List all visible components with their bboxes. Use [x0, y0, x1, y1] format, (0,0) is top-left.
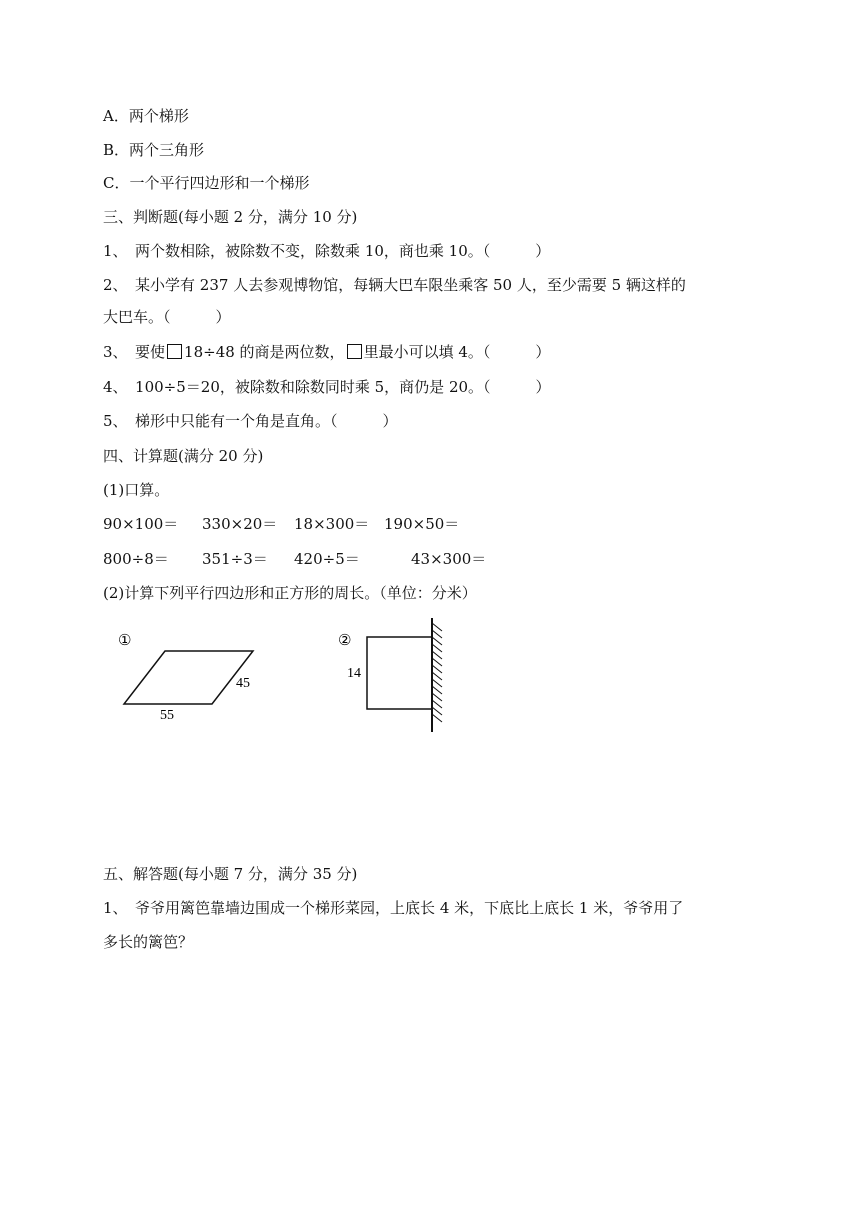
calc-item: 330×20＝	[202, 515, 278, 533]
fig1-base-label: 55	[160, 708, 174, 723]
wall-hatching	[432, 623, 442, 722]
judge-question-3-suffix: 里最小可以填 4。（ ）	[363, 343, 551, 361]
fig1-side-label: 45	[236, 676, 250, 691]
oral-calc-row-2	[103, 549, 486, 569]
parallelogram-shape	[124, 651, 253, 704]
calc-item: 90×100＝	[103, 515, 179, 533]
judge-question-3-prefix: 3、 要使	[103, 343, 166, 361]
choice-a: A．两个梯形	[103, 107, 189, 125]
calc-item: 351÷3＝	[202, 550, 268, 568]
blank-box-icon	[167, 344, 182, 359]
oral-calc-title: (1)口算。	[103, 481, 170, 499]
square-wall-figure	[330, 615, 460, 740]
choice-c: C．一个平行四边形和一个梯形	[103, 174, 310, 192]
judge-question-1: 1、 两个数相除，被除数不变，除数乘 10，商也乘 10。（ ）	[103, 242, 551, 260]
judge-question-3	[103, 342, 550, 362]
fig1-number-label: ①	[118, 631, 132, 649]
square-shape	[367, 637, 432, 709]
judge-question-2-line2: 大巴车。（ ）	[103, 308, 231, 326]
section-4-title: 四、计算题(满分 20 分)	[103, 447, 264, 465]
blank-box-icon	[347, 344, 362, 359]
perimeter-question-title: (2)计算下列平行四边形和正方形的周长。（单位：分米）	[103, 584, 477, 602]
parallelogram-figure	[110, 620, 280, 730]
choice-b: B．两个三角形	[103, 141, 205, 159]
calc-item: 18×300＝	[294, 515, 370, 533]
judge-question-4: 4、 100÷5＝20，被除数和除数同时乘 5，商仍是 20。（ ）	[103, 378, 551, 396]
calc-item: 800÷8＝	[103, 550, 169, 568]
judge-question-5: 5、 梯形中只能有一个角是直角。（ ）	[103, 412, 398, 430]
section-5-title: 五、解答题(每小题 7 分，满分 35 分)	[103, 865, 358, 883]
fig2-number-label: ②	[338, 631, 352, 649]
judge-question-2-line1: 2、 某小学有 237 人去参观博物馆，每辆大巴车限坐乘客 50 人，至少需要 5 辆这样的	[103, 276, 686, 294]
calc-item: 43×300＝	[411, 550, 487, 568]
fig2-side-label: 14	[347, 666, 361, 681]
word-problem-1-line1: 1、 爷爷用篱笆靠墙边围成一个梯形菜园，上底长 4 米，下底比上底长 1 米，爷爷用了	[103, 899, 684, 917]
calc-item: 190×50＝	[384, 515, 460, 533]
judge-question-3-mid: 18÷48 的商是两位数，	[184, 343, 345, 361]
word-problem-1-line2: 多长的篱笆？	[103, 933, 194, 951]
calc-item: 420÷5＝	[294, 550, 360, 568]
oral-calc-row-1	[103, 514, 459, 534]
section-3-title: 三、判断题(每小题 2 分，满分 10 分)	[103, 208, 358, 226]
